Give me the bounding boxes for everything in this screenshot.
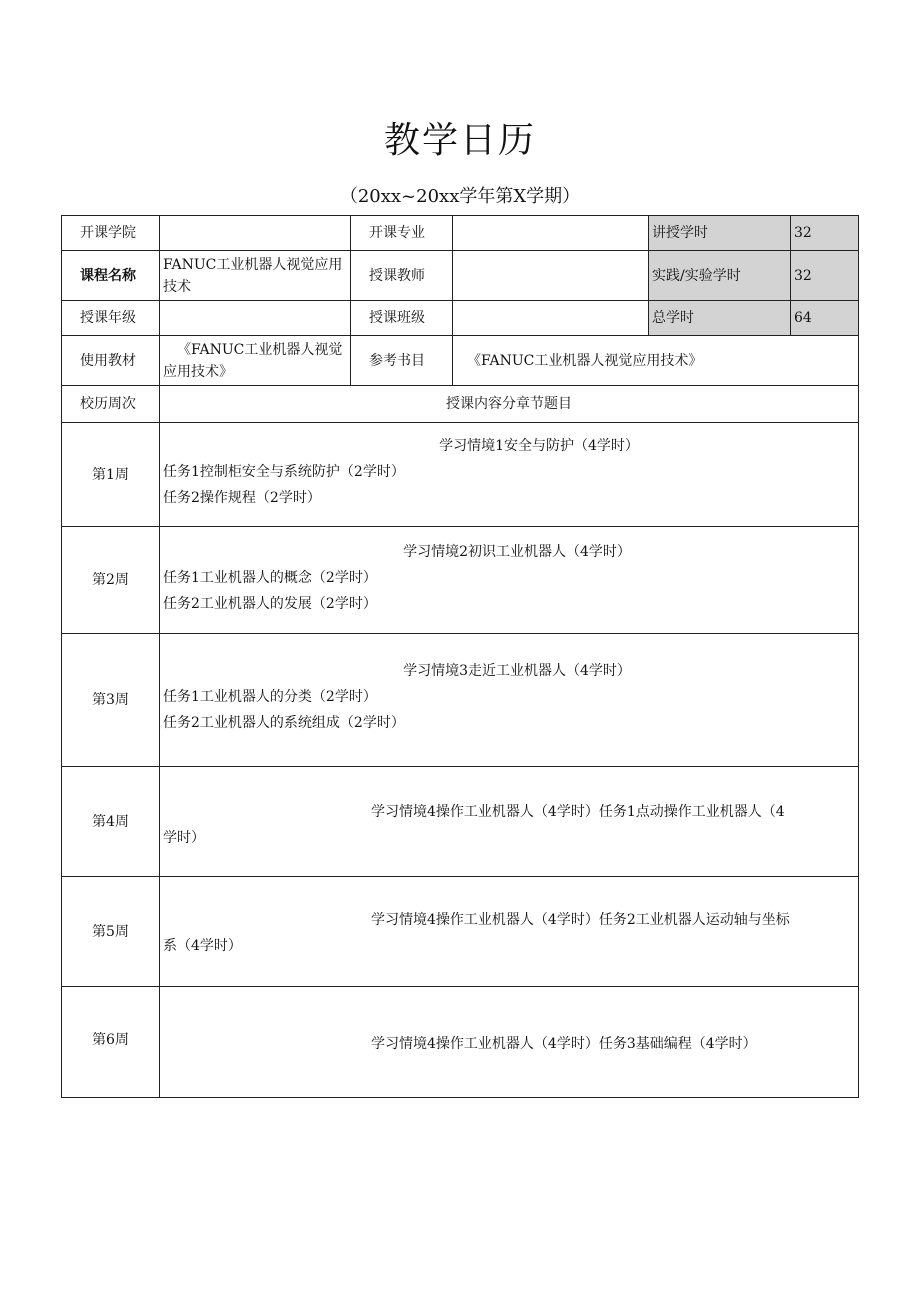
week-row-3 xyxy=(62,634,859,767)
task-line: 任务1工业机器人的分类（2学时） xyxy=(163,689,377,705)
teacher-label: 授课教师 xyxy=(351,251,453,301)
page-title: 教学日历 xyxy=(383,120,536,161)
week-row-1 xyxy=(62,423,859,527)
week-column-header: 校历周次 xyxy=(62,386,160,423)
week-content xyxy=(160,877,859,987)
practice-hours-label: 实践/实验学时 xyxy=(649,251,791,301)
week-label: 第1周 xyxy=(62,423,160,527)
lecture-hours-value: 32 xyxy=(791,216,859,251)
week-row-6 xyxy=(62,987,859,1098)
major-label: 开课专业 xyxy=(351,216,453,251)
week-content-line: 系（4学时） xyxy=(163,938,242,954)
semester-subtitle: （20xx~20xx学年第X学期） xyxy=(339,186,581,207)
week-row-5 xyxy=(62,877,859,987)
reference-label: 参考书目 xyxy=(351,336,453,386)
week-label: 第5周 xyxy=(62,877,160,987)
info-row-grade xyxy=(62,301,859,336)
week-row-2 xyxy=(62,527,859,634)
textbook-value: 《FANUC工业机器人视觉应用技术》 xyxy=(160,336,351,386)
week-label: 第3周 xyxy=(62,634,160,767)
week-label: 第6周 xyxy=(62,987,160,1098)
info-row-college xyxy=(62,216,859,251)
teacher-value xyxy=(453,251,649,301)
class-label: 授课班级 xyxy=(351,301,453,336)
teaching-calendar-table xyxy=(61,215,859,1098)
grade-label: 授课年级 xyxy=(62,301,160,336)
schedule-header-row xyxy=(62,386,859,423)
situation-heading: 学习情境2初识工业机器人（4学时） xyxy=(403,544,631,560)
practice-hours-value: 32 xyxy=(791,251,859,301)
class-value xyxy=(453,301,649,336)
week-content xyxy=(160,767,859,877)
week-content-line: 学习情境4操作工业机器人（4学时）任务2工业机器人运动轴与坐标 xyxy=(371,912,790,928)
total-hours-value: 64 xyxy=(791,301,859,336)
week-content xyxy=(160,527,859,634)
situation-heading: 学习情境1安全与防护（4学时） xyxy=(439,438,639,454)
course-label: 课程名称 xyxy=(62,251,160,301)
grade-value xyxy=(160,301,351,336)
college-value xyxy=(160,216,351,251)
week-content xyxy=(160,987,859,1098)
week-row-4 xyxy=(62,767,859,877)
task-line: 任务1控制柜安全与系统防护（2学时） xyxy=(163,464,405,480)
task-line: 任务2操作规程（2学时） xyxy=(163,490,321,506)
week-content-line: 学时） xyxy=(163,830,205,846)
week-content xyxy=(160,423,859,527)
week-content-line: 学习情境4操作工业机器人（4学时）任务1点动操作工业机器人（4 xyxy=(371,804,785,820)
major-value xyxy=(453,216,649,251)
task-line: 任务2工业机器人的发展（2学时） xyxy=(163,596,377,612)
situation-heading: 学习情境3走近工业机器人（4学时） xyxy=(403,663,631,679)
week-label: 第2周 xyxy=(62,527,160,634)
reference-value: 《FANUC工业机器人视觉应用技术》 xyxy=(453,336,859,386)
college-label: 开课学院 xyxy=(62,216,160,251)
content-column-header: 授课内容分章节题目 xyxy=(160,386,859,423)
lecture-hours-label: 讲授学时 xyxy=(649,216,791,251)
course-value: FANUC工业机器人视觉应用技术 xyxy=(160,251,351,301)
week-label: 第4周 xyxy=(62,767,160,877)
task-line: 任务2工业机器人的系统组成（2学时） xyxy=(163,715,405,731)
total-hours-label: 总学时 xyxy=(649,301,791,336)
week-content xyxy=(160,634,859,767)
info-row-course xyxy=(62,251,859,301)
textbook-label: 使用教材 xyxy=(62,336,160,386)
week-content-line: 学习情境4操作工业机器人（4学时）任务3基础编程（4学时） xyxy=(371,1036,757,1052)
task-line: 任务1工业机器人的概念（2学时） xyxy=(163,570,377,586)
info-row-textbook xyxy=(62,336,859,386)
